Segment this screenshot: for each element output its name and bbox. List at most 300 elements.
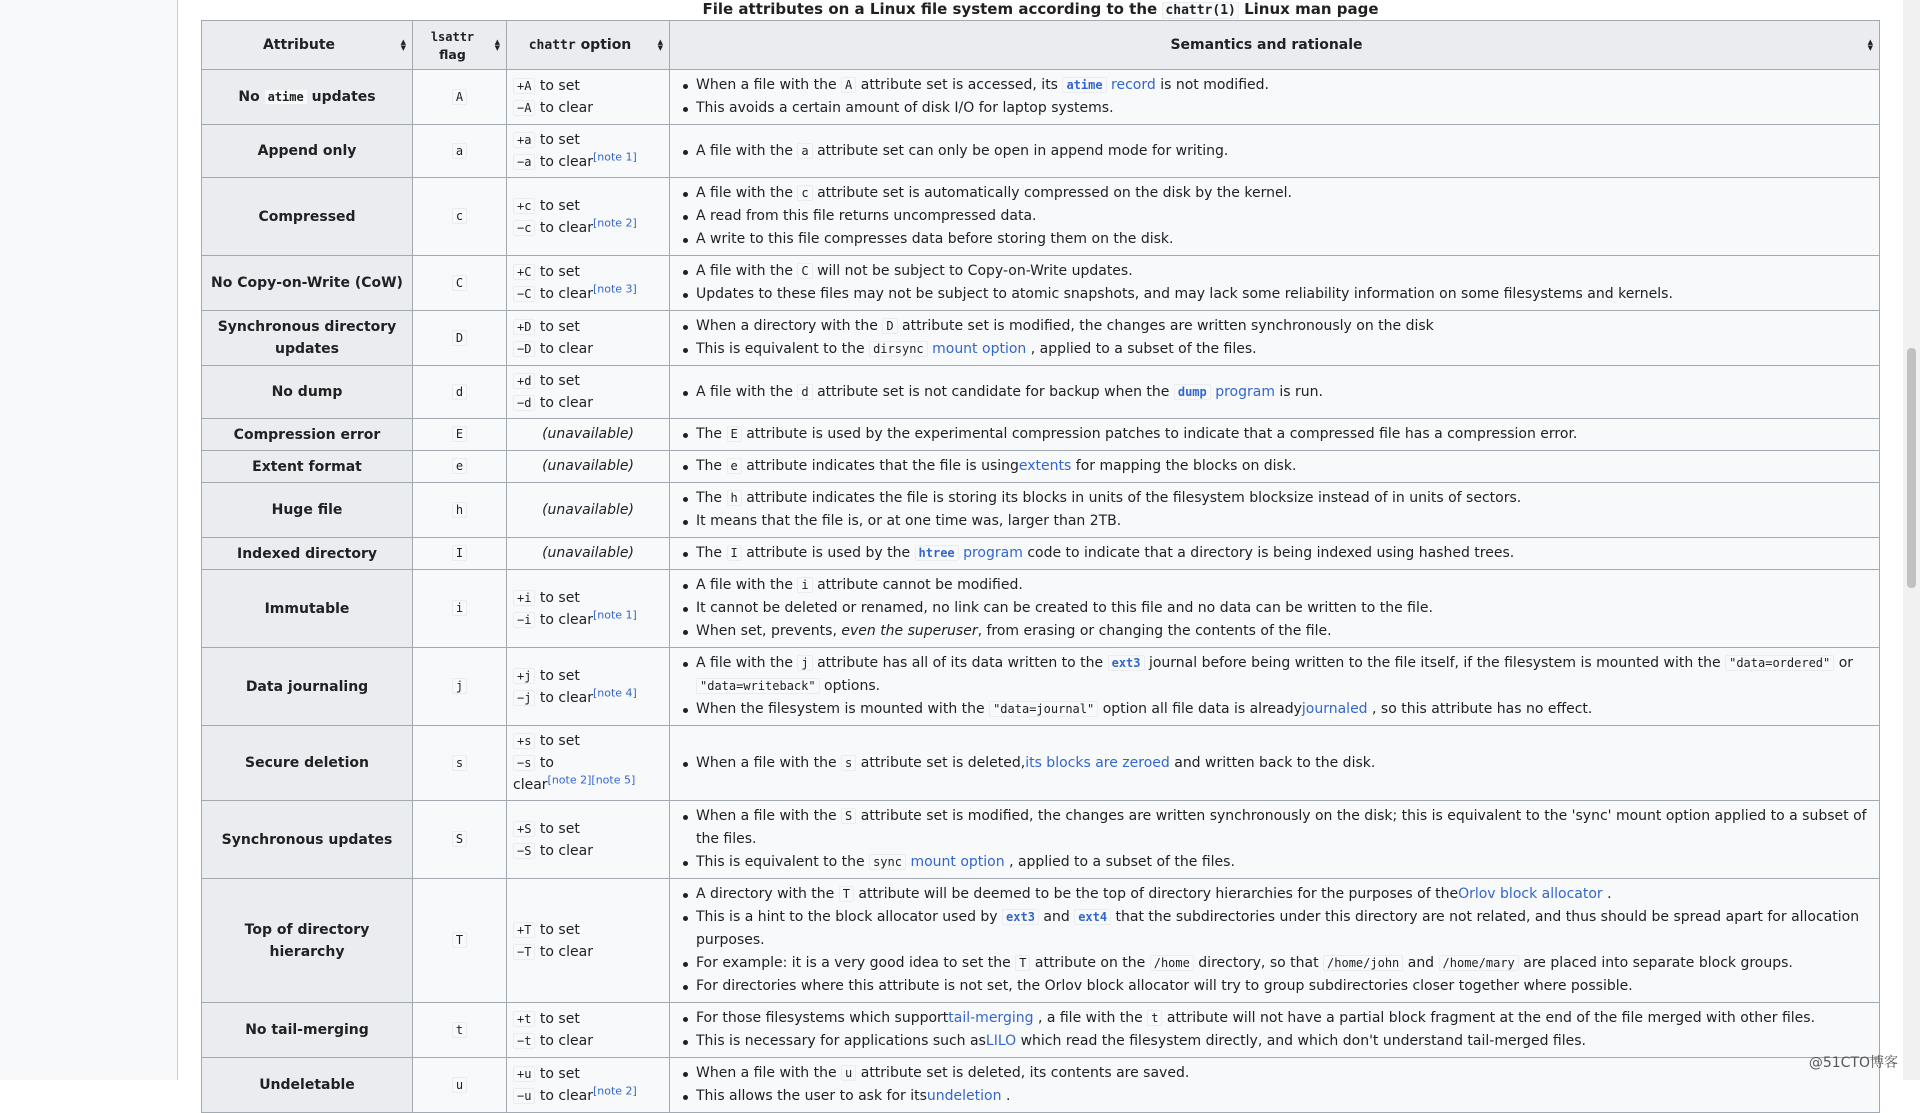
header-semantics[interactable]: [670, 21, 1880, 70]
table-row: [202, 726, 1880, 801]
bullet-text: This allows the user to ask for its: [696, 1088, 927, 1104]
chattr-option-cell: [507, 419, 670, 451]
lsattr-flag: C: [452, 275, 467, 291]
semantics-cell: [670, 483, 1880, 538]
option-set-line: [513, 919, 663, 941]
lsattr-flag: e: [452, 458, 467, 474]
semantics-bullet: [696, 510, 1873, 533]
semantics-cell: [670, 648, 1880, 726]
attribute-name-cell: [202, 879, 413, 1003]
bullet-text: attribute indicates that the file is using: [746, 458, 1019, 474]
semantics-list: [676, 1007, 1873, 1053]
sort-up-down-icon[interactable]: ▲ ▼: [400, 38, 406, 52]
inline-code: c: [797, 185, 812, 201]
semantics-list: [676, 487, 1873, 533]
table-row: [202, 1058, 1880, 1113]
inline-code: i: [797, 577, 812, 593]
option-set-line: [513, 316, 663, 338]
option-set-line: [513, 261, 663, 283]
sort-up-down-icon[interactable]: ▲ ▼: [494, 38, 500, 52]
semantics-bullet: [696, 228, 1873, 251]
header-lsattr-flag[interactable]: [413, 21, 507, 70]
unavailable-text: (unavailable): [542, 426, 634, 442]
inline-code-link[interactable]: [915, 545, 959, 561]
semantics-bullet: [696, 455, 1873, 478]
wiki-link[interactable]: its blocks are zeroed: [1025, 754, 1170, 771]
semantics-bullet: [696, 805, 1873, 851]
bullet-text: A write to this file compresses data before storing them on the disk.: [696, 231, 1174, 247]
bullet-text: A file with the: [696, 142, 793, 159]
option-set-text: to set: [539, 373, 580, 389]
chattr-option-cell: [507, 1058, 670, 1113]
option-clear-line: [513, 217, 663, 239]
lsattr-flag: i: [452, 600, 467, 616]
attribute-name: Compressed: [258, 208, 356, 225]
wiki-link[interactable]: journaled: [1301, 701, 1368, 717]
semantics-bullet: [696, 315, 1873, 338]
inline-code: dump: [1174, 384, 1211, 400]
wiki-link[interactable]: program: [963, 545, 1023, 561]
table-caption: [201, 0, 1880, 20]
lsattr-flag: j: [452, 678, 467, 694]
lsattr-flag: h: [452, 502, 467, 518]
lsattr-flag-cell: [413, 538, 507, 570]
option-set-code: +u: [513, 1066, 535, 1082]
inline-code: ext3: [1108, 655, 1145, 671]
inline-code: e: [727, 458, 742, 474]
semantics-bullet: [696, 1085, 1873, 1108]
bullet-text: , applied to a subset of the files.: [1009, 854, 1235, 870]
option-clear-text: clear: [513, 777, 548, 793]
note-link[interactable]: [note 1]: [592, 607, 637, 621]
chattr-option-cell: [507, 726, 670, 801]
semantics-cell: [670, 366, 1880, 419]
header-label: Attribute: [262, 37, 336, 53]
option-clear-text: to clear: [539, 842, 593, 859]
table-row: [202, 879, 1880, 1003]
semantics-bullet: [696, 283, 1873, 306]
chattr-option-cell: [507, 879, 670, 1003]
option-clear-line: [513, 97, 663, 119]
semantics-bullet: [696, 487, 1873, 510]
lsattr-flag-cell: [413, 726, 507, 801]
option-set-line: [513, 195, 663, 217]
semantics-bullet: [696, 97, 1873, 120]
lsattr-flag: E: [452, 426, 467, 442]
note-link[interactable]: [note 2][note 5]: [547, 773, 636, 787]
bullet-text: , so this attribute has no effect.: [1372, 701, 1593, 717]
bullet-text: that the subdirectories under this directory are not related, and thus should be spread apart for allocation purposes.: [696, 909, 1860, 948]
attribute-name: Synchronous updates: [221, 831, 393, 848]
wiki-link[interactable]: LILO: [985, 1033, 1017, 1049]
semantics-list: [676, 805, 1873, 874]
bullet-text: code to indicate that a directory is being indexed using hashed trees.: [1027, 545, 1515, 561]
option-set-line: [513, 1063, 663, 1085]
attribute-name: No dump: [271, 384, 343, 400]
option-set-text: to set: [539, 733, 580, 749]
attribute-name: Extent format: [252, 458, 362, 475]
attribute-name-cell: [202, 256, 413, 311]
bullet-text: When a directory with the: [696, 318, 878, 334]
semantics-bullet: [696, 574, 1873, 597]
semantics-cell: [670, 178, 1880, 256]
bullet-text: When a file with the: [696, 754, 837, 771]
semantics-list: [676, 315, 1873, 361]
bullet-text: This is equivalent to the: [696, 341, 865, 357]
attribute-name-cell: [202, 1058, 413, 1113]
chattr-option-cell: [507, 801, 670, 879]
sort-up-down-icon[interactable]: ▲ ▼: [657, 38, 663, 52]
wiki-link[interactable]: tail-merging: [948, 1010, 1034, 1026]
semantics-list: [676, 455, 1873, 478]
sort-up-down-icon[interactable]: ▲ ▼: [1867, 38, 1873, 52]
semantics-list: [676, 260, 1873, 306]
chattr-option-cell: [507, 1003, 670, 1058]
bullet-text: journal before being written to the file itself, if the filesystem is mounted with the: [1148, 655, 1721, 671]
table-row: [202, 419, 1880, 451]
inline-code: E: [727, 426, 742, 442]
option-clear-line: [513, 840, 663, 862]
attribute-name: Huge file: [271, 502, 343, 518]
vertical-scrollbar[interactable]: [1903, 0, 1920, 1080]
wiki-link[interactable]: record: [1111, 77, 1156, 93]
unavailable-text: (unavailable): [542, 545, 634, 561]
note-link[interactable]: [note 2]: [592, 1084, 637, 1098]
wiki-link[interactable]: program: [1215, 383, 1275, 400]
wiki-link[interactable]: mount option: [910, 854, 1005, 870]
bullet-text: When set, prevents,: [696, 623, 837, 639]
bullet-text: attribute is used by the: [746, 545, 911, 561]
semantics-cell: [670, 311, 1880, 366]
inline-code: I: [727, 545, 742, 561]
semantics-list: [676, 652, 1873, 721]
table-row: [202, 801, 1880, 879]
inline-code-link[interactable]: [1074, 909, 1111, 925]
chattr-option-cell: [507, 366, 670, 419]
table-row: [202, 1003, 1880, 1058]
attribute-name-part: No: [238, 89, 260, 105]
lsattr-flag-cell: [413, 366, 507, 419]
semantics-list: [676, 423, 1873, 446]
lsattr-flag: I: [452, 545, 467, 561]
attribute-name-cell: [202, 726, 413, 801]
bullet-text: A file with the: [696, 263, 793, 279]
option-clear-line: [513, 752, 663, 774]
option-clear-line: [513, 941, 663, 963]
wiki-link[interactable]: Orlov block allocator: [1458, 886, 1603, 902]
table-row: [202, 256, 1880, 311]
bullet-text: attribute indicates the file is storing its blocks in units of the filesystem blocksize instead of in units of sectors.: [746, 490, 1522, 506]
option-clear-text: to clear: [539, 1033, 593, 1049]
option-clear-text: to clear: [539, 395, 593, 411]
inline-code-link[interactable]: [1174, 384, 1211, 400]
semantics-cell: [670, 125, 1880, 178]
semantics-bullet: [696, 260, 1873, 283]
bullet-text: which read the filesystem directly, and which don't understand tail-merged files.: [1020, 1033, 1586, 1049]
attribute-name-cell: [202, 70, 413, 125]
option-clear-line: [513, 338, 663, 360]
table-header-row: [202, 21, 1880, 70]
attribute-name-cell: [202, 311, 413, 366]
lsattr-flag-cell: [413, 483, 507, 538]
attributes-table: [201, 20, 1880, 1113]
bullet-text: For directories where this attribute is not set, the Orlov block allocator will try to group subdirectories closer together where possible.: [696, 978, 1633, 994]
bullet-text: When a file with the: [696, 77, 837, 93]
bullet-text: The: [696, 426, 723, 442]
bullet-text: Updates to these files may not be subject to atomic snapshots, and may lack some reliability information on some filesystems and kernels.: [696, 286, 1673, 302]
bullet-text: and: [1043, 909, 1070, 925]
chattr-option-cell: [507, 70, 670, 125]
option-set-code: +c: [513, 198, 535, 214]
semantics-bullet: [696, 906, 1873, 952]
lsattr-flag-cell: [413, 801, 507, 879]
inline-code: "data=writeback": [696, 678, 820, 694]
caption-code: chattr(1): [1162, 2, 1238, 19]
bullet-text: A read from this file returns uncompressed data.: [696, 208, 1037, 224]
bullet-text: This is necessary for applications such as: [696, 1033, 986, 1049]
note-link[interactable]: [note 1]: [592, 150, 637, 164]
inline-code: "data=ordered": [1725, 655, 1834, 671]
option-clear-code: −T: [513, 944, 535, 960]
header-attribute[interactable]: [202, 21, 413, 70]
bullet-text: It cannot be deleted or renamed, no link can be created to this file and no data can be written to the file.: [696, 600, 1433, 616]
lsattr-flag-cell: [413, 256, 507, 311]
option-clear-code: −i: [513, 612, 535, 628]
bullet-text: The: [696, 545, 723, 561]
attribute-name-cell: [202, 801, 413, 879]
attribute-name: Data journaling: [245, 678, 369, 695]
semantics-bullet: [696, 1030, 1873, 1053]
option-clear-code: −u: [513, 1088, 535, 1104]
bullet-text: is not modified.: [1160, 77, 1269, 93]
inline-code: t: [1147, 1010, 1162, 1026]
attribute-name: Undeletable: [259, 1077, 355, 1093]
semantics-list: [676, 883, 1873, 998]
option-clear-code: −a: [513, 154, 535, 170]
inline-code: /home/mary: [1439, 955, 1519, 971]
caption-text: File attributes on a Linux file system according to the: [702, 0, 1158, 18]
unavailable-text: (unavailable): [542, 458, 634, 474]
inline-code: T: [839, 886, 854, 902]
option-set-code: +a: [513, 132, 535, 148]
wiki-link[interactable]: extents: [1018, 458, 1072, 474]
attribute-name-part: updates: [311, 89, 376, 105]
table-row: [202, 70, 1880, 125]
bullet-text: attribute set is modified, the changes are written synchronously on the disk: [902, 318, 1434, 334]
lsattr-flag-cell: [413, 1003, 507, 1058]
option-clear-line: [513, 687, 663, 709]
semantics-bullet: [696, 698, 1873, 721]
semantics-bullet: [696, 338, 1873, 361]
semantics-cell: [670, 726, 1880, 801]
option-set-code: +T: [513, 922, 535, 938]
table-row: [202, 311, 1880, 366]
bullet-text: attribute set can only be open in append mode for writing.: [817, 142, 1229, 159]
bullet-text: It means that the file is, or at one time was, larger than 2TB.: [696, 513, 1122, 529]
header-label: Semantics and rationale: [1170, 37, 1363, 53]
lsattr-flag-cell: [413, 879, 507, 1003]
bullet-text: This is a hint to the block allocator used by: [696, 909, 998, 925]
semantics-bullet: [696, 883, 1873, 906]
attribute-name: Secure deletion: [244, 755, 369, 771]
option-clear-code: −A: [513, 100, 535, 116]
bullet-text: are placed into separate block groups.: [1523, 955, 1793, 971]
header-label: flag: [439, 46, 466, 62]
semantics-list: [676, 140, 1873, 163]
lsattr-flag: A: [452, 89, 467, 105]
option-clear-text: to clear: [539, 100, 593, 116]
option-set-text: to set: [539, 589, 580, 606]
semantics-list: [676, 574, 1873, 643]
lsattr-flag: c: [452, 208, 467, 224]
header-label: option: [580, 37, 632, 53]
option-clear-code: −D: [513, 341, 535, 357]
bullet-text: When a file with the: [696, 808, 837, 824]
option-set-line: [513, 129, 663, 151]
option-set-text: to set: [539, 1011, 580, 1027]
bullet-text: When a file with the: [696, 1065, 837, 1081]
inline-code: dirsync: [869, 341, 928, 357]
attribute-name-cell: [202, 125, 413, 178]
lsattr-flag: a: [452, 143, 467, 159]
bullet-text: and: [1407, 955, 1435, 971]
attribute-name-cell: [202, 1003, 413, 1058]
lsattr-flag: S: [452, 831, 467, 847]
header-chattr-option[interactable]: [507, 21, 670, 70]
note-link[interactable]: [note 2]: [592, 215, 637, 229]
option-clear-code: −c: [513, 220, 535, 236]
semantics-bullet: [696, 74, 1873, 97]
emphasis-text: even the superuser: [841, 623, 978, 639]
bullet-text: for mapping the blocks on disk.: [1075, 458, 1297, 474]
wiki-link[interactable]: mount option: [932, 341, 1027, 357]
note-link[interactable]: [note 4]: [592, 685, 637, 699]
semantics-list: [676, 1062, 1873, 1108]
option-set-text: to set: [539, 132, 580, 148]
semantics-cell: [670, 570, 1880, 648]
semantics-bullet: [696, 182, 1873, 205]
chattr-option-cell: [507, 311, 670, 366]
semantics-bullet: [696, 381, 1873, 404]
inline-code: S: [841, 808, 856, 824]
lsattr-flag-cell: [413, 648, 507, 726]
table-row: [202, 483, 1880, 538]
bullet-text: directory, so that: [1198, 955, 1319, 971]
option-clear-text: to clear: [539, 689, 593, 706]
attribute-name: No tail-merging: [245, 1022, 369, 1038]
scrollbar-thumb[interactable]: [1907, 348, 1916, 588]
chattr-option-cell: [507, 538, 670, 570]
inline-code-link[interactable]: [1062, 77, 1106, 93]
semantics-bullet: [696, 1062, 1873, 1085]
bullet-text: For example: it is a very good idea to set the: [696, 955, 1011, 971]
inline-code: A: [841, 77, 856, 93]
wiki-link[interactable]: undeletion: [926, 1088, 1002, 1104]
attribute-name-code: atime: [265, 90, 307, 104]
lsattr-flag: d: [452, 384, 467, 400]
option-clear-text: to clear: [539, 341, 593, 357]
semantics-list: [676, 182, 1873, 251]
bullet-text: .: [1607, 886, 1612, 902]
inline-code: ext4: [1074, 909, 1111, 925]
attribute-name-cell: [202, 648, 413, 726]
option-set-line: [513, 370, 663, 392]
table-row: [202, 570, 1880, 648]
option-clear-text: to: [539, 755, 554, 771]
table-row: [202, 451, 1880, 483]
semantics-bullet: [696, 423, 1873, 446]
semantics-cell: [670, 256, 1880, 311]
caption-text-end: Linux man page: [1244, 0, 1379, 18]
option-set-code: +i: [513, 590, 535, 606]
bullet-text: , from erasing or changing the contents of the file.: [977, 623, 1332, 639]
inline-code: /home: [1150, 955, 1194, 971]
option-clear-code: −t: [513, 1033, 535, 1049]
semantics-cell: [670, 451, 1880, 483]
attribute-name-cell: [202, 483, 413, 538]
bullet-text: A file with the: [696, 383, 793, 400]
semantics-cell: [670, 419, 1880, 451]
chattr-option-cell: [507, 125, 670, 178]
inline-code: "data=journal": [989, 701, 1098, 717]
semantics-bullet: [696, 542, 1873, 565]
bullet-text: , applied to a subset of the files.: [1030, 341, 1257, 357]
bullet-text: is run.: [1279, 383, 1324, 400]
option-set-code: +d: [513, 373, 535, 389]
inline-code-link[interactable]: [1108, 655, 1145, 671]
inline-code-link[interactable]: [1002, 909, 1039, 925]
lsattr-flag-cell: [413, 125, 507, 178]
option-set-text: to set: [539, 264, 580, 280]
inline-code: htree: [915, 545, 959, 561]
semantics-cell: [670, 538, 1880, 570]
option-set-code: +S: [513, 821, 535, 837]
option-set-text: to set: [539, 667, 580, 684]
semantics-list: [676, 752, 1873, 775]
semantics-bullet: [696, 652, 1873, 698]
option-clear-text: to clear: [539, 219, 593, 236]
option-set-code: +D: [513, 319, 535, 335]
bullet-text: attribute set is deleted,: [860, 754, 1026, 771]
option-clear-text: to clear: [539, 286, 593, 302]
lsattr-flag: s: [452, 755, 467, 771]
table-row: [202, 648, 1880, 726]
option-clear-code: −C: [513, 286, 535, 302]
note-link[interactable]: [note 3]: [592, 282, 637, 296]
option-set-line: [513, 75, 663, 97]
bullet-text: A file with the: [696, 577, 793, 593]
header-code: chattr: [528, 38, 576, 53]
inline-code: sync: [869, 854, 906, 870]
option-set-text: to set: [539, 319, 580, 335]
bullet-text: attribute set is deleted, its contents are saved.: [860, 1065, 1190, 1081]
lsattr-flag-cell: [413, 178, 507, 256]
chattr-option-cell: [507, 648, 670, 726]
bullet-text: or: [1838, 655, 1854, 671]
bullet-text: When the filesystem is mounted with the: [696, 701, 985, 717]
option-set-text: to set: [539, 820, 580, 837]
option-clear-code: −S: [513, 843, 535, 859]
semantics-bullet: [696, 620, 1873, 643]
option-clear-line: [513, 1030, 663, 1052]
chattr-option-cell: [507, 178, 670, 256]
attribute-name: Compression error: [233, 426, 381, 443]
option-set-text: to set: [539, 1066, 580, 1082]
bullet-text: A file with the: [696, 185, 793, 201]
header-code: lsattr: [430, 29, 475, 44]
page-left-gutter: [0, 0, 178, 1080]
lsattr-flag: u: [452, 1077, 467, 1093]
